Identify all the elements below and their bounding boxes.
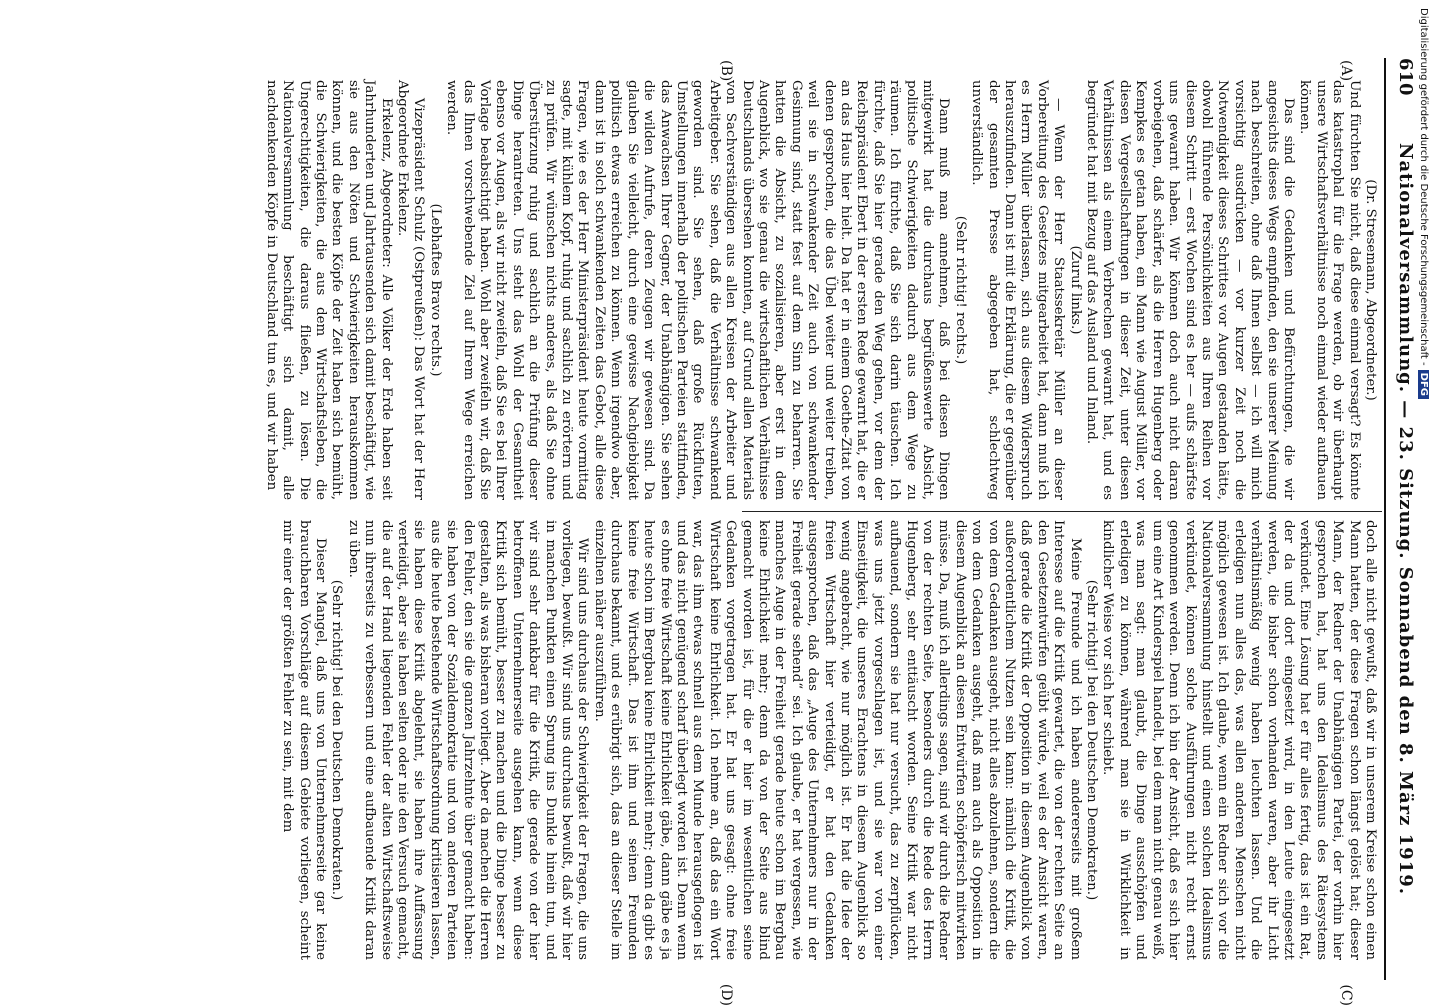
margin-marker-d: (D) <box>718 983 734 1006</box>
digitization-note: Digitalisierung gefördert durch die Deutsche Forschungsgemeinschaft - <box>1418 8 1430 366</box>
dfg-logo: DFG <box>1419 370 1430 399</box>
interjection: (Lebhaftes Bravo rechts.) <box>427 203 443 377</box>
paragraph: Dieser Mangel, daß uns von Unternehmerseite gar keine brauchbaren Vorschläge auf diesem Gebiete vorliegen, scheint mir einer der größten Fehler zu sein, mit dem <box>280 520 328 960</box>
paragraph: Und fürchten Sie nicht, daß diese einmal versagt? Es könnte das katastrophal für die Frage werden, ob wir überhaupt unsere Wirtschaftsverhältnisse noch einmal wieder aufbauen können. <box>1297 80 1362 500</box>
page-title: Nationalversammlung. — 23. Sitzung. Sonnabend den 8. März 1919. <box>1395 143 1417 895</box>
column-divider <box>742 511 1382 512</box>
paragraph: Wir sind uns durchaus der Schwierigkeit der Fragen, die uns vorliegen, bewußt. Wir sind uns durchaus bewußt, daß wir hier in manchen Punkten einen Sprung ins Dunkle hinein tun, und wir sind sehr dankbar für die Kritik, die gerade von der hier betroffenen Unternehmerseite ausgehen kann, wenn diese Kritik sich bemüht, besser zu machen und die Dinge besser zu gestalten, als was bisheran vorliegt. Aber da machen die Herren den Fehler, den sie die ganzen Jahrzehnte über gemacht haben: sie haben von der Sozialdemokratie und von anderen Parteien aus die heute bestehende Wirtschaftsordnung kritisieren lassen, sie haben diese Kritik abgelehnt, sie haben ihre Auffassung verteidigt, aber sie haben selten oder nie den Versuch gemacht, die auf der Hand liegenden Fehler der alten Wirtschaftsweise nun ihrerseits zu verbessern und eine aufbauende Kritik daran zu üben. <box>345 520 591 960</box>
paragraph: Das sind die Gedanken und Befürchtungen, die wir angesichts dieses Wegs empfinden, den sie unserer Meinung nach beschreiten, ohne daß Ihnen selbst — ich will mich vorsichtig ausdrücken — vor kurzer Zeit noch die Notwendigkeit dieses Schrittes vor Augen gestanden hätte, obwohl führende Persönlichkeiten aus Ihren Reihen vor diesem Schritt — erst Wochen sind es her — aufs schärfste uns gewarnt haben. Wir können doch auch nicht daran vorbeigehen, daß schärfer, als die Herren Hugenberg oder Kempkes es getan haben, ein Mann wie August Müller, vor diesen Vergesellschaftungen in dieser Zeit, unter diesen Verhältnissen als einem Verbrechen gewarnt hat, und es begründet hat mit Bezug auf das Ausland und Inland. <box>1084 80 1296 500</box>
margin-marker-a: (A) <box>1338 60 1354 82</box>
interjection: (Sehr richtig! bei den Deutschen Demokraten.) <box>1084 579 1100 901</box>
speaker-head: (Dr. Stresemann, Abgeordneter.) <box>1363 179 1378 401</box>
left-column <box>88 80 1378 500</box>
paragraph: Erkelenz, Abgeordneter: Alle Völker der Erde haben seit Jahrhunderten und Jahrtausenden sich damit beschäftigt, wie sie aus den Nöten und Schwierigkeiten herauskommen können, und die besten Köpfe der Zeit haben sich bemüht, die Schwierigkeiten, die aus dem Wirtschaftsleben, die Ungerechtigkeiten, die daraus fließen, zu lösen. Die Nationalversammlung beschäftigt sich damit, alle nachdenkenden Köpfe in Deutschland tun es, und wir haben <box>263 80 394 500</box>
paragraph: Dann muß man annehmen, daß bei diesen Dingen mitgewirkt hat die durchaus begrüßenswerte Absicht, politische Schwierigkeiten dadurch aus dem Wege zu räumen. Ich fürchte, daß Sie sich darin täuschen. Ich fürchte, daß Sie hier gerade den Weg gehen, vor dem der Reichspräsident Ebert in der ersten Rede gewarnt hat, die er an das Haus hier hielt. Da hat er in einem Goethe-Zitat von denen gesprochen, die das Übel weiter und weiter treiben, weil sie in schwankender Zeit auch von schwankender Gesinnung sind, statt fest auf dem Sinn zu beharren. Sie hatten die Absicht, zu sozialisieren, aber erst in dem Augenblick, wo sie genau die wirtschaftlichen Verhältnisse Deutschlands übersehen konnten, auf Grund allen Materials von Sachverständigen aus allen Kreisen der Arbeiter und Arbeitgeber. Sie sehen, daß die Verhältnisse schwankend geworden sind. Sie sehen, daß große Rückfluten, Umstellungen innerhalb der politischen Parteien stattfinden, das Anwachsen Ihrer Gegner, der Unabhängigen. Sie sehen die wilden Aufrufe, deren Zeugen wir gewesen sind. Da glauben Sie vielleicht, durch eine gewisse Nachgiebigkeit politisch etwas erreichen zu können. Wenn irgendwo aber, dann ist in solch schwankenden Zeiten das Gebot, alle diese Fragen, wie es der Herr Ministerpräsident heute vormittag sagte, mit kühlem Kopf, ruhig und sachlich zu erörtern und zu prüfen. Wir wünschen nichts anderes, als daß Sie ohne Überstürzung ruhig und sachlich an die Prüfung dieser Dinge herantreten. Uns steht das Wohl der Gesamtheit ebenso vor Augen, als wir nicht zweifeln, daß Sie es bei Ihrer Vorlage beabsichtigt haben. Wohl aber zweifeln wir, daß Sie das Ihnen vorschwebende Ziel auf Ihrem Wege erreichen werden. <box>444 80 952 500</box>
digitization-strip <box>1416 8 1432 992</box>
paragraph: doch alle nicht gewußt, daß wir in unserem Kreise schon einen Mann hatten, der diese Fragen schon längst gelöst hat; dieser Mann, der Redner der Unabhängigen Partei, der vorhin hier gesprochen hat, hat uns den Idealismus des Rätesystems verkündet. Eine Lösung hat er für alles fertig, das ist ein Rat, der da und dort eingesetzt wird, in den Leute eingesetzt werden, die bisher schon vorhanden waren, aber ihr Licht verhältnismäßig wenig haben leuchten lassen. Und die erledigen nun alles das, was allen anderen Menschen nicht möglich gewesen ist. Ich glaube, wenn ein Redner sich vor die Nationalversammlung hinstellt und einen solchen Idealismus verkündet, können solche Ausführungen nicht recht ernst genommen werden. Denn ich bin der Ansicht, daß es sich hier um eine Art Kinderspiel handelt, bei dem man nicht genau weiß, was man sagt: man glaubt, die Dinge ausschöpfen und erledigen zu können, während man sie in Wirklichkeit in kindlicher Weise vor sich her schiebt. <box>1100 520 1378 960</box>
margin-marker-c: (C) <box>1338 984 1354 1006</box>
interjection: (Sehr richtig! bei den Deutschen Demokraten.) <box>329 579 345 901</box>
paragraph: Meine Freunde und ich haben andererseits mit großem Interesse auf die Kritik gewartet, die von der rechten Seite an den Gesetzentwürfen geübt würde, weil es der Ansicht waren, daß gerade die Kritik der Opposition in diesem Augenblick von außerordentlichem Nutzen sein kann: nämlich die Kritik, die von dem Gedanken ausgeht, nicht alles abzulehnen, sondern die von dem Gedanken ausgeht, daß man auch als Opposition in diesem Augenblick an diesen Entwürfen schöpferisch mitwirken müsse. Da, muß ich allerdings sagen, sind wir durch die Redner von der rechten Seite, besonders durch die Rede des Herrn Hugenberg, sehr enttäuscht worden. Seine Kritik war nicht aufbauend, sondern sie hat nur versucht, das zu zerpflücken, was uns jetzt vorgeschlagen ist, und sie war von einer Einseitigkeit, die unseres Erachtens in diesem Augenblick so wenig angebracht, wie nur möglich ist. Er hat die Idee der freien Wirtschaft hier verteidigt, er hat den Gedanken ausgesprochen, daß das „Auge des Unternehmers nur in der Freiheit gerade sehend“ sei. Ich glaube, er hat vergessen, wie manches Auge in der Freiheit gerade heute schon im Bergbau keine Ehrlichkeit mehr; denn da von der Seite aus blind gemacht worden ist, für die er hier im wesentlichen seine Gedanken vorgetragen hat. Er hat uns gesagt: ohne freie Wirtschaft keine Ehrlichkeit. Ich nehme an, daß das ein Wort war, das ihm etwas schnell aus dem Munde herausgeflogen ist und das nicht genügend scharf überlegt worden ist. Denn wenn es ohne freie Wirtschaft keine Ehrlichkeit gäbe, dann gäbe es ja heute schon im Bergbau keine Ehrlichkeit mehr; denn da gibt es keine freie Wirtschaft. Das ist ihm und seinen Freunden durchaus bekannt, und es erübrigt sich, das an dieser Stelle im einzelnen näher auszuführen. <box>591 520 1083 960</box>
right-column <box>88 520 1378 960</box>
interjection: (Zuruf links.) <box>1067 245 1083 335</box>
page-number: 610 <box>1395 58 1417 96</box>
interjection: (Sehr richtig! rechts.) <box>952 215 968 365</box>
paragraph: Vizepräsident Schulz (Ostpreußen): Das Wort hat der Herr Abgeordnete Erkelenz. <box>395 80 427 500</box>
margin-marker-b: (B) <box>718 60 734 82</box>
paragraph: — Wenn der Herr Staatssekretär Müller an dieser Vorbereitung des Gesetzes mitgearbeitet hat, dann muß ich es Herrn Müller überlassen, sich aus diesem Widerspruch herauszufinden. Dann ist mit die Erklärung, die er gegenüber der gesamten Presse abgegeben hat, schlechtweg unverständlich. <box>969 80 1067 501</box>
